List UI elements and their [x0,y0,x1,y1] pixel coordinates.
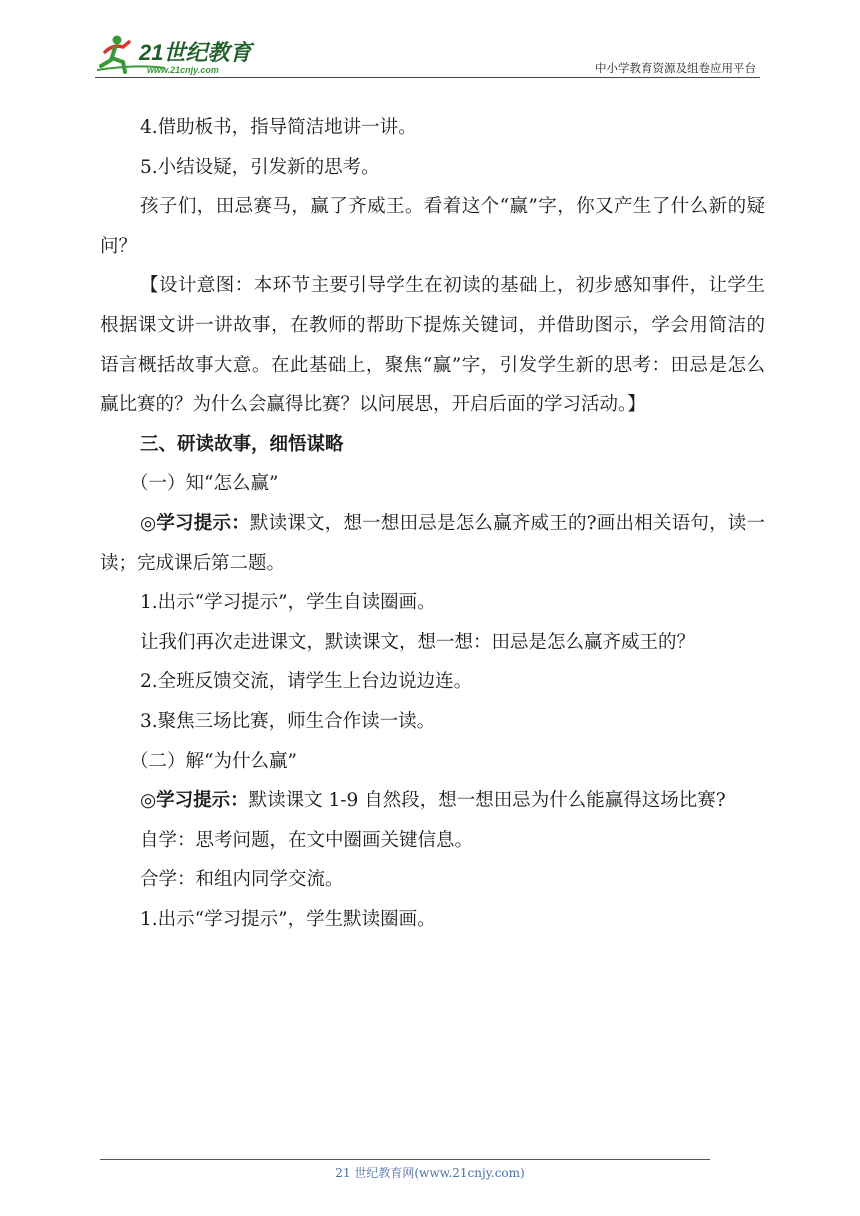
logo-url: www.21cnjy.com [147,65,219,75]
learning-tip-label: ◎学习提示： [140,512,250,534]
learning-tip-text: 默读课文 1-9 自然段，想一想田忌为什么能赢得这场比赛? [248,790,726,812]
subsection-heading-2: （二）解“为什么赢” [130,750,297,772]
learning-tip-text: 默读课文，想一想田忌是怎么赢齐威王的?画出相关语句，读一读；完成课后第二题。 [100,512,765,574]
paragraph-three-races: 3.聚焦三场比赛，师生合作读一读。 [140,710,436,732]
paragraph-self-study: 自学：思考问题，在文中圈画关键信息。 [140,829,474,851]
platform-label: 中小学教育资源及组卷应用平台 [595,61,756,75]
header-divider [95,77,760,78]
learning-tip-1 [100,504,765,583]
section-heading-3: 三、研读故事，细悟谋略 [140,433,344,455]
footer-divider [100,1159,710,1160]
paragraph-reread: 让我们再次走进课文，默读课文，想一想：田忌是怎么赢齐威王的？ [140,631,696,653]
paragraph-show-tip: 1.出示“学习提示”，学生自读圈画。 [140,592,436,614]
paragraph-feedback: 2.全班反馈交流，请学生上台边说边连。 [140,671,473,693]
paragraph-show-tip-2: 1.出示“学习提示”，学生默读圈画。 [140,908,436,930]
logo-text: 21世纪教育 [139,40,252,65]
subsection-heading-1: （一）知“怎么赢” [130,473,279,495]
document-body [100,108,765,939]
learning-tip-label: ◎学习提示： [140,790,249,812]
paragraph-step-5: 5.小结设疑，引发新的思考。 [140,156,380,178]
paragraph-design-intent: 【设计意图：本环节主要引导学生在初读的基础上，初步感知事件，让学生根据课文讲一讲故事，在教师的帮助下提炼关键词，并借助图示，学会用简洁的语言概括故事大意。在此基础上，聚焦“赢”字，引发学生新的思考：田忌是怎么赢比赛的？为什么会赢得比赛？以问展思，开启后面的学习活动。】 [100,275,765,416]
page-footer: 21 世纪教育网(www.21cnjy.com) [335,1166,525,1180]
learning-tip-2 [100,781,765,821]
paragraph-step-4: 4.借助板书，指导简洁地讲一讲。 [140,117,417,138]
page-header [95,30,760,78]
site-logo [95,30,265,78]
paragraph-group-study: 合学：和组内同学交流。 [140,869,344,891]
paragraph-teacher-question: 孩子们，田忌赛马，赢了齐威王。看着这个“赢”字，你又产生了什么新的疑问？ [100,196,765,257]
